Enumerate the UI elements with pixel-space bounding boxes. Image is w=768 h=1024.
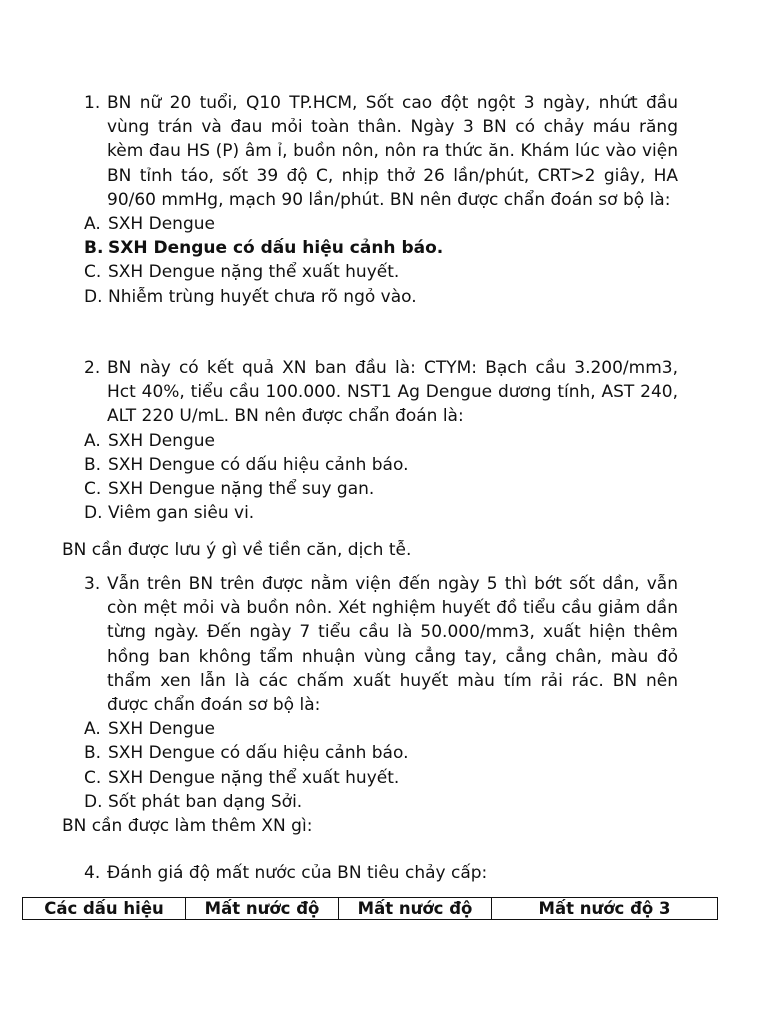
table-header-cell: Mất nước độ [339, 898, 492, 920]
option-text: SXH Dengue nặng thể xuất huyết. [108, 262, 400, 283]
question-text: BN nữ 20 tuổi, Q10 TP.HCM, Sốt cao đột ngột 3 ngày, nhứt đầu vùng trán và đau mỏi toàn thân. Ngày 3 BN có chảy máu răng kèm đau HS (P) âm ỉ, buồn nôn, nôn ra thức ăn. Khám lúc vào viện BN tỉnh táo, sốt 39 độ C, nhịp thở 26 lần/phút, CRT>2 giây, HA 90/60 mmHg, mạch 90 lần/phút. BN nên được chẩn đoán sơ bộ là: [107, 93, 678, 210]
question-1 [84, 91, 678, 309]
option-letter: D. [84, 286, 103, 307]
table-header-cell: Mất nước độ [186, 898, 339, 920]
option-letter: B. [84, 238, 104, 259]
question-text: Đánh giá độ mất nước của BN tiêu chảy cấp: [107, 863, 488, 883]
question-text: Vẫn trên BN trên được nằm viện đến ngày 5 thì bớt sốt dần, vẫn còn mệt mỏi và buồn nôn. Xét nghiệm huyết đồ tiểu cầu giảm dần từng ngày. Đến ngày 7 tiểu cầu là 50.000/mm3, xuất hiện thêm hồng ban không tẩm nhuận vùng cẳng tay, cẳng chân, màu đỏ thẩm xen lẫn là các chấm xuất huyết màu tím rải rác. BN nên được chẩn đoán sơ bộ là: [107, 574, 678, 716]
option-text: Sốt phát ban dạng Sởi. [108, 791, 303, 812]
option-text: SXH Dengue có dấu hiệu cảnh báo. [108, 743, 409, 764]
question-number: 1. [84, 93, 101, 113]
option-letter: D. [84, 791, 103, 812]
question-3 [84, 572, 678, 814]
option-text: SXH Dengue có dấu hiệu cảnh báo. [108, 454, 409, 475]
question-text: BN này có kết quả XN ban đầu là: CTYM: Bạch cầu 3.200/mm3, Hct 40%, tiểu cầu 100.000. NST1 Ag Dengue dương tính, AST 240, ALT 220 U/mL. BN nên được chẩn đoán là: [107, 358, 678, 427]
table-header-cell: Mất nước độ 3 [492, 898, 718, 920]
option-text: SXH Dengue nặng thể xuất huyết. [108, 767, 400, 788]
dehydration-table [22, 897, 718, 920]
answer-option-c [84, 477, 678, 501]
option-letter: B. [84, 743, 102, 764]
answer-option-a [84, 212, 678, 236]
answer-option-a [84, 717, 678, 741]
option-letter: C. [84, 767, 102, 788]
answer-option-b-correct [84, 236, 678, 260]
answer-option-d [84, 501, 678, 525]
option-letter: A. [84, 214, 101, 235]
answer-option-d [84, 790, 678, 814]
option-letter: D. [84, 503, 103, 524]
table-header-cell: Các dấu hiệu [23, 898, 186, 920]
answer-option-b [84, 453, 678, 477]
option-letter: A. [84, 430, 101, 451]
option-text: SXH Dengue [108, 430, 215, 451]
option-text: Nhiễm trùng huyết chưa rõ ngỏ vào. [108, 286, 417, 307]
question-2 [84, 356, 678, 525]
option-letter: A. [84, 719, 101, 740]
option-text: Viêm gan siêu vi. [108, 503, 255, 524]
option-letter: B. [84, 454, 102, 475]
table-header-row [23, 898, 718, 920]
open-question-note: BN cần được làm thêm XN gì: [62, 816, 313, 836]
answer-option-b [84, 741, 678, 765]
question-number: 4. [84, 863, 101, 883]
answer-option-c [84, 766, 678, 790]
option-text: SXH Dengue có dấu hiệu cảnh báo. [108, 238, 444, 259]
option-letter: C. [84, 479, 102, 500]
question-4 [84, 861, 678, 885]
option-text: SXH Dengue nặng thể suy gan. [108, 479, 375, 500]
open-question-note: BN cần được lưu ý gì về tiền căn, dịch tễ. [62, 540, 412, 560]
answer-option-d [84, 285, 678, 309]
option-letter: C. [84, 262, 102, 283]
answer-option-c [84, 260, 678, 284]
question-number: 3. [84, 574, 101, 594]
question-number: 2. [84, 358, 101, 378]
option-text: SXH Dengue [108, 719, 215, 740]
answer-option-a [84, 429, 678, 453]
option-text: SXH Dengue [108, 214, 215, 235]
